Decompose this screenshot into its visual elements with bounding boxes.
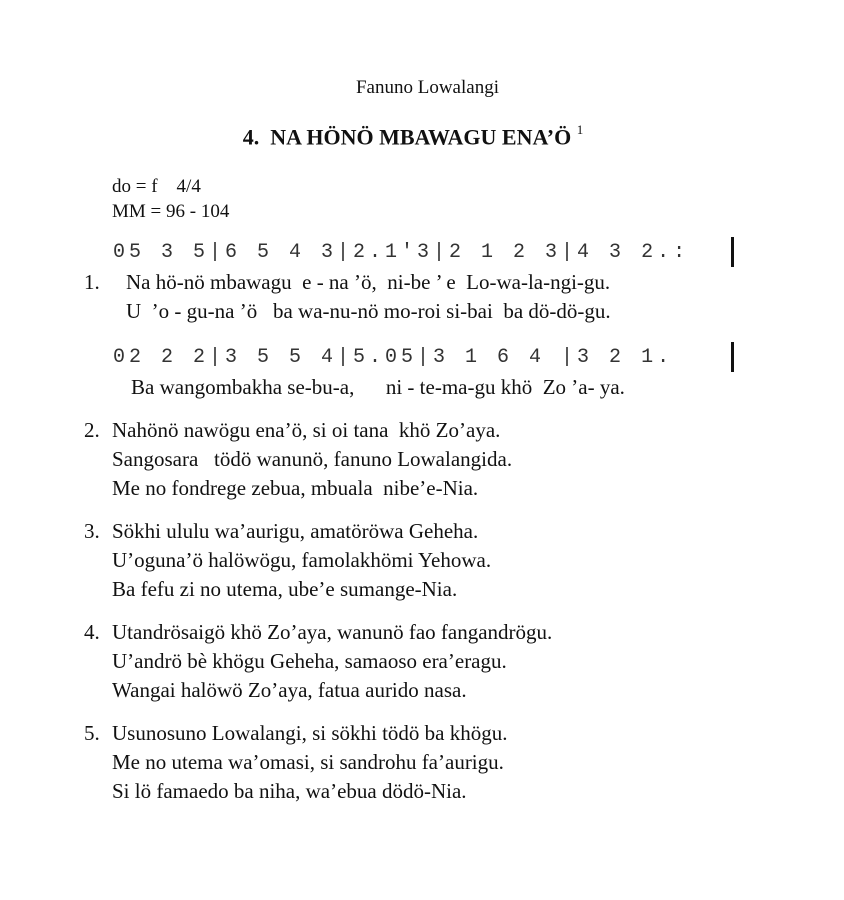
verse-1-line-2: U ’o - gu-na ’ö ba wa-nu-nö mo-roi si-bai ba dö-dö-gu. — [126, 299, 611, 323]
verse-2-line-1: Nahönö nawögu ena’ö, si oi tana khö Zo’aya. — [112, 418, 501, 442]
verse-2-number: 2. — [84, 418, 100, 442]
verse-4-line-3: Wangai halöwö Zo’aya, fatua aurido nasa. — [112, 678, 467, 702]
verse-4-number: 4. — [84, 620, 100, 644]
verse-1-number: 1. — [84, 270, 100, 294]
refrain-line: Ba wangombakha se-bu-a, ni - te-ma-gu khö Zo ’a- ya. — [131, 375, 625, 399]
verse-1-line-1: Na hö-nö mbawagu e - na ’ö, ni-be ’ e Lo-wa-la-ngi-gu. — [126, 270, 611, 294]
tempo-marking: MM = 96 - 104 — [112, 201, 230, 222]
verse-2-line-3: Me no fondrege zebua, mbuala nibe’e-Nia. — [112, 476, 479, 500]
repeat-barline — [731, 237, 734, 267]
verse-5-number: 5. — [84, 721, 100, 745]
verse-4-line-1: Utandrösaigö khö Zo’aya, wanunö fao fangandrögu. — [112, 620, 553, 644]
key-time-signature: do = f 4/4 — [112, 176, 201, 197]
verse-3-line-2: U’oguna’ö halöwögu, famolakhömi Yehowa. — [112, 548, 492, 572]
title-text: 4. NA HÖNÖ MBAWAGU ENA’Ö — [242, 124, 572, 150]
title-footnote-marker: 1 — [576, 122, 584, 137]
verse-4-line-2: U’andrö bè khögu Geheha, samaoso era’eragu. — [112, 649, 507, 673]
verse-3-number: 3. — [84, 519, 100, 543]
hymn-title — [0, 124, 826, 150]
notation-line-1: 05 3 5|6 5 4 3|2.1'3|2 1 2 3|4 3 2.: — [113, 241, 690, 264]
final-barline — [731, 342, 734, 372]
book-header: Fanuno Lowalangi — [355, 77, 499, 98]
verse-5-line-3: Si lö famaedo ba niha, wa’ebua dödö-Nia. — [112, 779, 467, 803]
notation-line-2: 02 2 2|3 5 5 4|5.05|3 1 6 4 |3 2 1. — [113, 346, 674, 369]
verse-2-line-2: Sangosara tödö wanunö, fanuno Lowalangida. — [112, 447, 513, 471]
verse-3-line-3: Ba fefu zi no utema, ube’e sumange-Nia. — [112, 577, 458, 601]
verse-5-line-1: Usunosuno Lowalangi, si sökhi tödö ba khögu. — [112, 721, 508, 745]
verse-5-line-2: Me no utema wa’omasi, si sandrohu fa’aurigu. — [112, 750, 504, 774]
verse-3-line-1: Sökhi ululu wa’aurigu, amatöröwa Geheha. — [112, 519, 479, 543]
